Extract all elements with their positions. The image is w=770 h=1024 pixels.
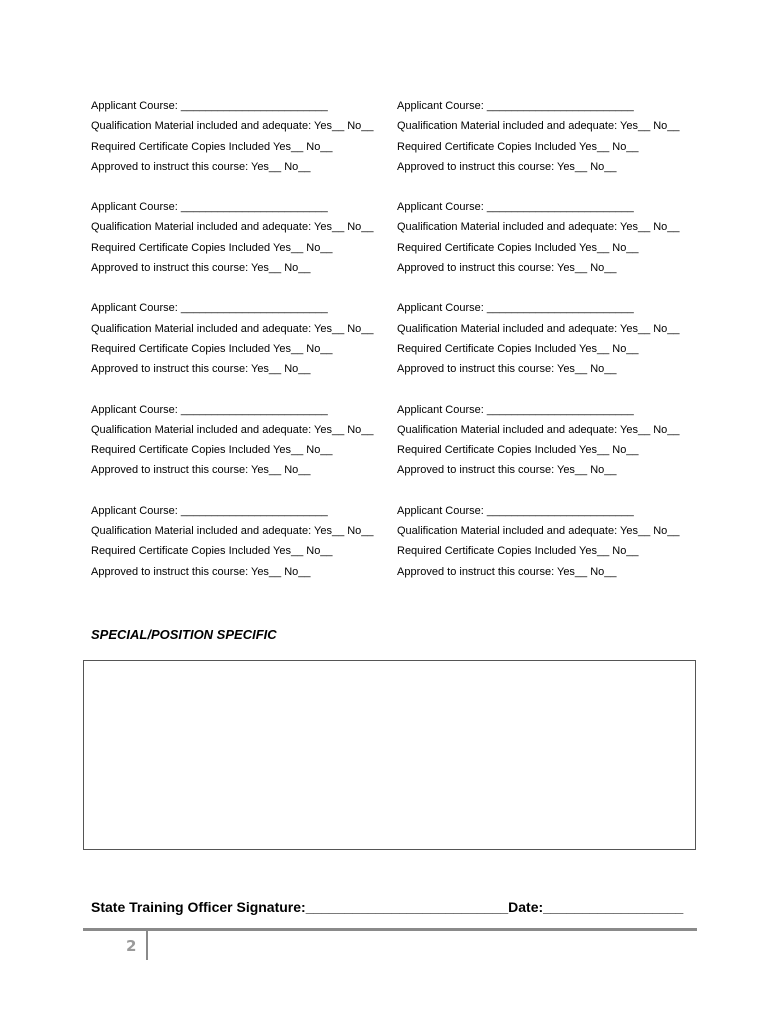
page-number: 2 bbox=[126, 937, 137, 955]
qualification-material-question[interactable]: Qualification Material included and adequate: Yes__ No__ bbox=[397, 525, 680, 538]
qualification-material-question[interactable]: Qualification Material included and adequate: Yes__ No__ bbox=[397, 423, 680, 436]
qualification-material-question[interactable]: Qualification Material included and adequate: Yes__ No__ bbox=[91, 221, 374, 234]
certificate-copies-question[interactable]: Required Certificate Copies Included Yes__ No__ bbox=[91, 545, 333, 558]
applicant-course-field[interactable]: Applicant Course: ________________________ bbox=[91, 201, 328, 214]
qualification-material-question[interactable]: Qualification Material included and adequate: Yes__ No__ bbox=[397, 221, 680, 234]
qualification-material-question[interactable]: Qualification Material included and adequate: Yes__ No__ bbox=[91, 120, 374, 133]
qualification-material-question[interactable]: Qualification Material included and adequate: Yes__ No__ bbox=[91, 322, 374, 335]
course-block-7 bbox=[91, 400, 397, 481]
applicant-course-field[interactable]: Applicant Course: ________________________ bbox=[397, 403, 634, 416]
certificate-copies-question[interactable]: Required Certificate Copies Included Yes__ No__ bbox=[397, 241, 639, 254]
special-position-specific-textbox[interactable] bbox=[83, 660, 696, 850]
approved-to-instruct-question[interactable]: Approved to instruct this course: Yes__ No__ bbox=[397, 262, 617, 275]
course-block-10 bbox=[397, 501, 703, 582]
certificate-copies-question[interactable]: Required Certificate Copies Included Yes__ No__ bbox=[91, 444, 333, 457]
applicant-course-field[interactable]: Applicant Course: ________________________ bbox=[91, 100, 328, 112]
certificate-copies-question[interactable]: Required Certificate Copies Included Yes__ No__ bbox=[91, 342, 333, 355]
approved-to-instruct-question[interactable]: Approved to instruct this course: Yes__ No__ bbox=[91, 160, 311, 173]
approved-to-instruct-question[interactable]: Approved to instruct this course: Yes__ No__ bbox=[397, 464, 617, 477]
approved-to-instruct-question[interactable]: Approved to instruct this course: Yes__ No__ bbox=[397, 363, 617, 376]
course-block-4 bbox=[397, 197, 703, 278]
footer-rule bbox=[83, 928, 697, 931]
applicant-course-field[interactable]: Applicant Course: ________________________ bbox=[397, 201, 634, 214]
approved-to-instruct-question[interactable]: Approved to instruct this course: Yes__ No__ bbox=[91, 363, 311, 376]
certificate-copies-question[interactable]: Required Certificate Copies Included Yes__ No__ bbox=[397, 342, 639, 355]
qualification-material-question[interactable]: Qualification Material included and adequate: Yes__ No__ bbox=[397, 322, 680, 335]
applicant-course-grid bbox=[91, 96, 711, 582]
course-block-2 bbox=[397, 96, 703, 177]
course-block-9 bbox=[91, 501, 397, 582]
applicant-course-field[interactable]: Applicant Course: ________________________ bbox=[397, 100, 634, 112]
footer-divider bbox=[146, 931, 148, 960]
approved-to-instruct-question[interactable]: Approved to instruct this course: Yes__ No__ bbox=[397, 565, 617, 578]
certificate-copies-question[interactable]: Required Certificate Copies Included Yes__ No__ bbox=[397, 545, 639, 558]
applicant-course-field[interactable]: Applicant Course: ________________________ bbox=[91, 504, 328, 517]
applicant-course-field[interactable]: Applicant Course: ________________________ bbox=[397, 504, 634, 517]
course-block-5 bbox=[91, 298, 397, 379]
qualification-material-question[interactable]: Qualification Material included and adequate: Yes__ No__ bbox=[91, 525, 374, 538]
course-block-3 bbox=[91, 197, 397, 278]
special-position-specific-heading: SPECIAL/POSITION SPECIFIC bbox=[91, 627, 277, 642]
qualification-material-question[interactable]: Qualification Material included and adequate: Yes__ No__ bbox=[91, 423, 374, 436]
certificate-copies-question[interactable]: Required Certificate Copies Included Yes__ No__ bbox=[397, 444, 639, 457]
approved-to-instruct-question[interactable]: Approved to instruct this course: Yes__ No__ bbox=[91, 464, 311, 477]
course-block-1 bbox=[91, 96, 397, 177]
qualification-material-question[interactable]: Qualification Material included and adequate: Yes__ No__ bbox=[397, 120, 680, 133]
certificate-copies-question[interactable]: Required Certificate Copies Included Yes__ No__ bbox=[397, 140, 639, 153]
approved-to-instruct-question[interactable]: Approved to instruct this course: Yes__ No__ bbox=[91, 565, 311, 578]
course-block-6 bbox=[397, 298, 703, 379]
approved-to-instruct-question[interactable]: Approved to instruct this course: Yes__ No__ bbox=[397, 160, 617, 173]
certificate-copies-question[interactable]: Required Certificate Copies Included Yes__ No__ bbox=[91, 241, 333, 254]
approved-to-instruct-question[interactable]: Approved to instruct this course: Yes__ No__ bbox=[91, 262, 311, 275]
applicant-course-field[interactable]: Applicant Course: ________________________ bbox=[91, 302, 328, 315]
course-block-8 bbox=[397, 400, 703, 481]
applicant-course-field[interactable]: Applicant Course: ________________________ bbox=[91, 403, 328, 416]
certificate-copies-question[interactable]: Required Certificate Copies Included Yes__ No__ bbox=[91, 140, 333, 153]
signature-date-line[interactable]: State Training Officer Signature:__________________________Date:__________________ bbox=[91, 899, 684, 915]
applicant-course-field[interactable]: Applicant Course: ________________________ bbox=[397, 302, 634, 315]
